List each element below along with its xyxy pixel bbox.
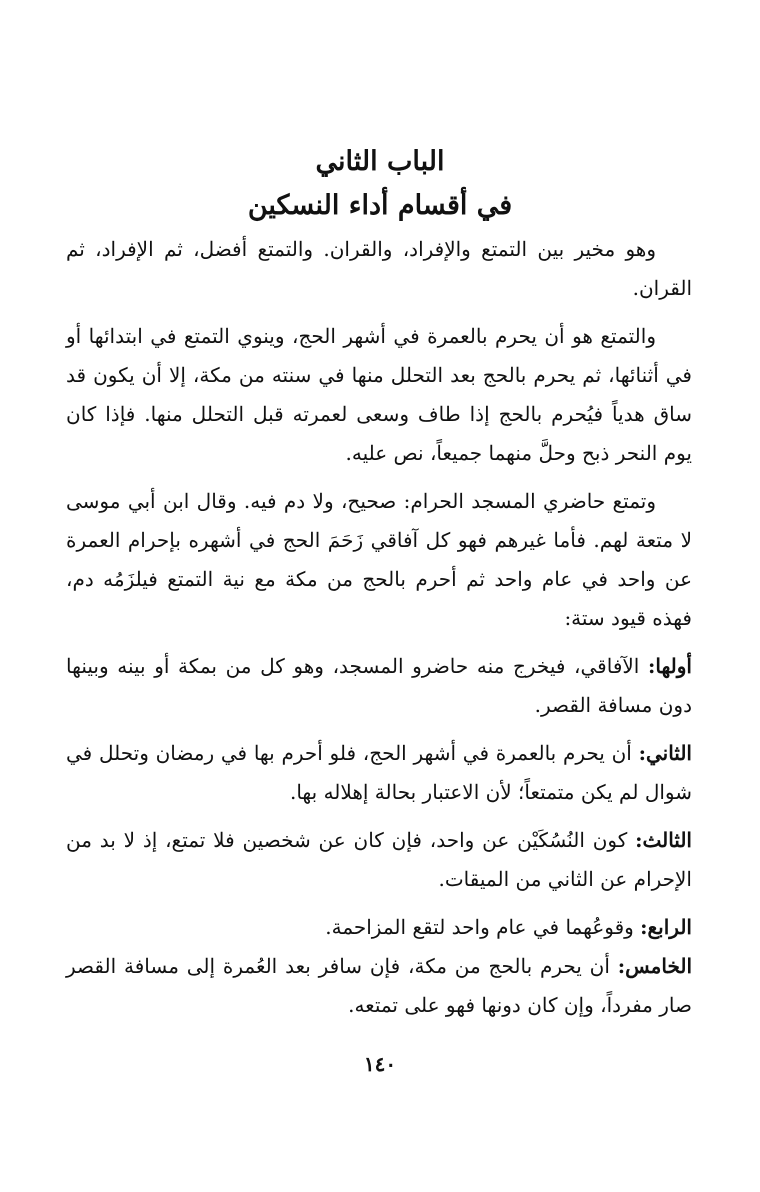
paragraph-text: كون النُسُكَيْن عن واحد، فإن كان عن شخصين فلا تمتع، إذ لا بد من الإحرام عن الثاني من الميقات. [66,828,692,891]
paragraph-text: أن يحرم بالحج من مكة، فإن سافر بعد العُمرة إلى مسافة القصر صار مفرداً، وإن كان دونها فهو على تمتعه. [66,954,692,1017]
chapter-title: الباب الثاني [315,146,445,177]
chapter-subtitle: في أقسام أداء النسكين [247,190,513,221]
paragraph-tamattu-definition [66,317,692,473]
condition-lead: الثالث: [635,828,692,852]
paragraph-text: والتمتع هو أن يحرم بالعمرة في أشهر الحج، وينوي التمتع في ابتدائها أو في أثنائها، ثم يحرم بالحج بعد التحلل منها في سنته من مكة، إلا أن يكون قد ساق هدياً فيُحرم بالحج إذا طاف وسعى لعمرته قبل التحلل منها. فإذا كان يوم النحر ذبح وحلَّ منهما جميعاً، نص عليه. [66,324,692,465]
paragraph-condition-4 [66,908,692,947]
condition-lead: الخامس: [617,954,692,978]
paragraph-text: أن يحرم بالعمرة في أشهر الحج، فلو أحرم بها في رمضان وتحلل في شوال لم يكن متمتعاً؛ لأن الاعتبار بحالة إهلاله بها. [66,741,692,804]
paragraph-condition-5 [66,947,692,1025]
paragraph-condition-1 [66,647,692,725]
condition-lead: أولها: [647,654,692,678]
paragraph-intro [66,230,692,308]
paragraph-text: وتمتع حاضري المسجد الحرام: صحيح، ولا دم فيه. وقال ابن أبي موسى لا متعة لهم. فأما غيرهم فهو كل آفاقي زَحَمَ الحج في أشهره بإحرام العمرة عن واحد في عام واحد ثم أحرم بالحج من مكة مع نية التمتع فيلزَمُه دم، فهذه قيود ستة: [66,489,692,630]
paragraph-condition-3 [66,821,692,899]
condition-lead: الثاني: [638,741,692,765]
heading-block [0,140,760,228]
paragraph-text: الآفاقي، فيخرج منه حاضرو المسجد، وهو كل من بمكة أو بينه وبينها دون مسافة القصر. [66,654,692,717]
paragraph-text: وقوعُهما في عام واحد لتقع المزاحمة. [325,915,641,939]
paragraph-condition-2 [66,734,692,812]
condition-lead: الرابع: [640,915,692,939]
body-text [66,230,692,1034]
paragraph-text: وهو مخير بين التمتع والإفراد، والقران. والتمتع أفضل، ثم الإفراد، ثم القران. [66,237,692,300]
page-number: ١٤٠ [363,1052,397,1076]
paragraph-haram-residents [66,482,692,638]
